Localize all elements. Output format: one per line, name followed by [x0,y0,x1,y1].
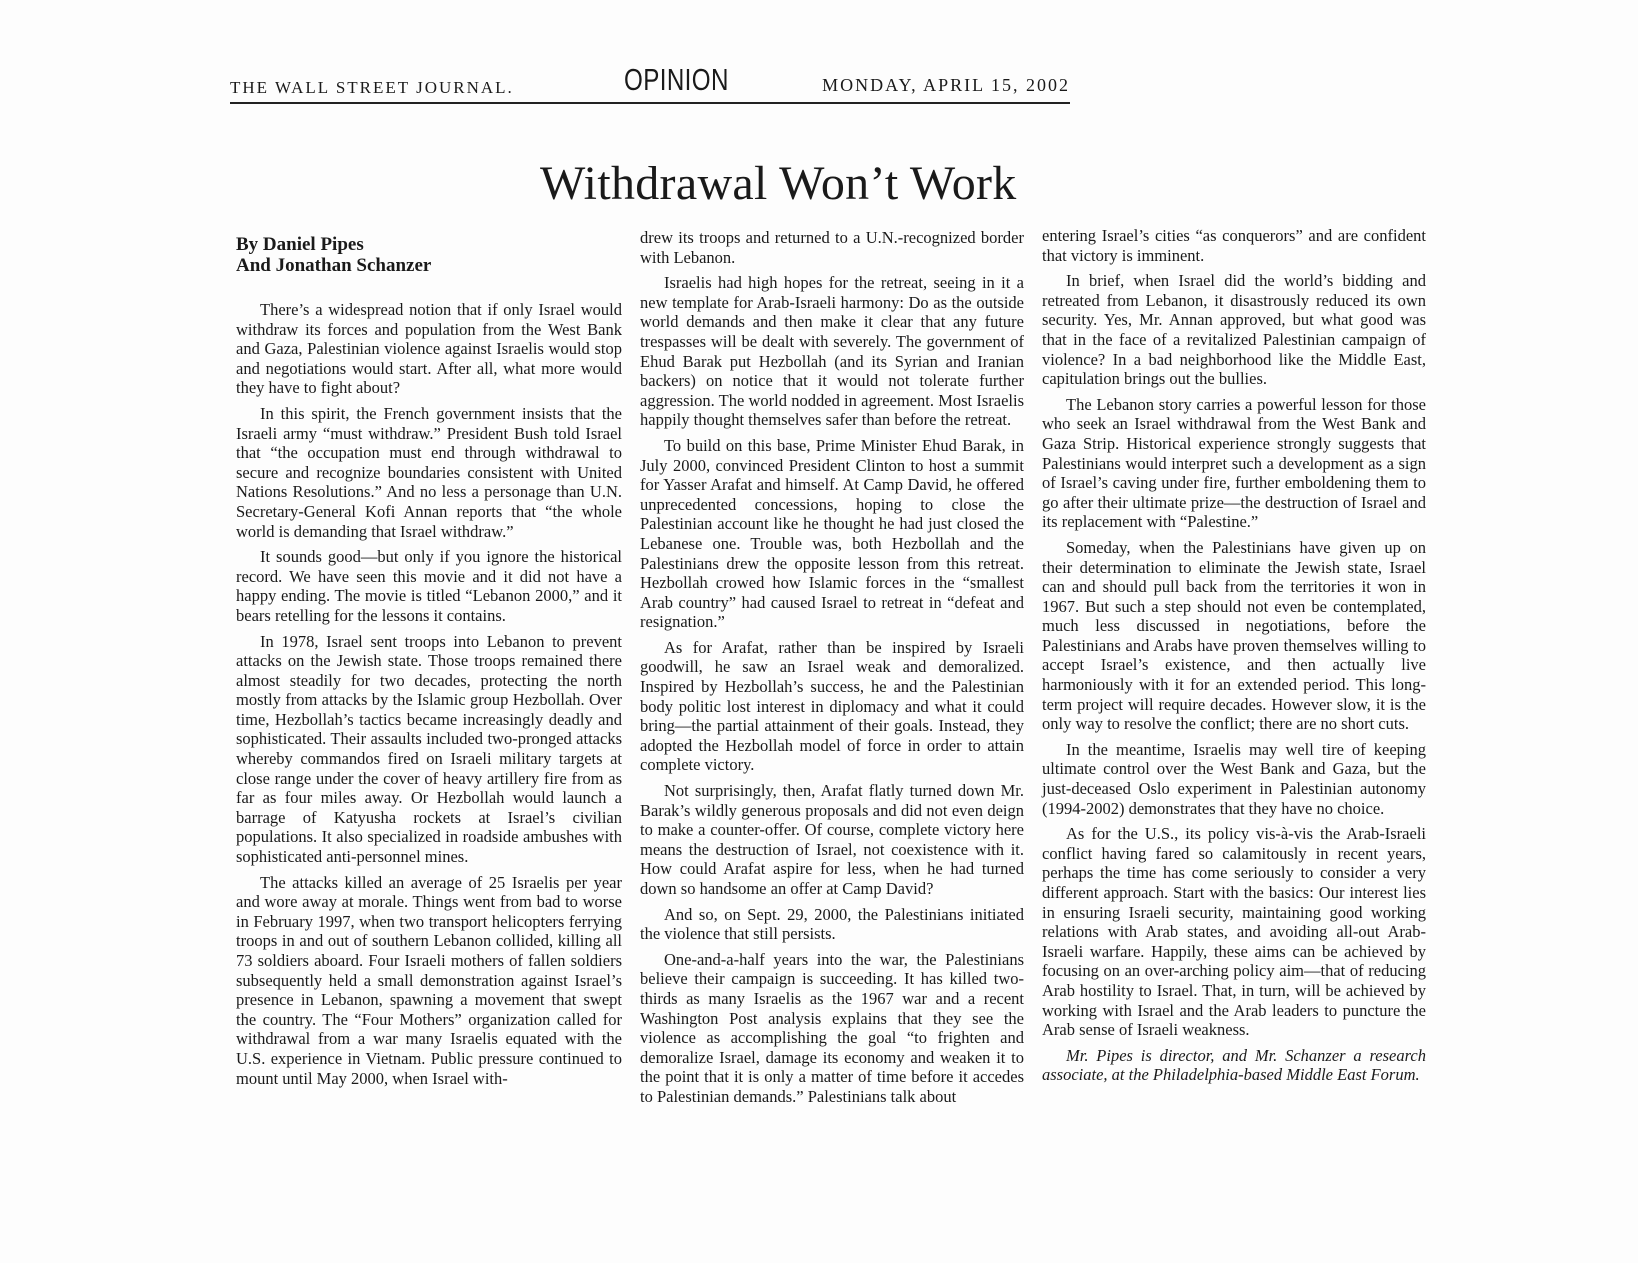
paragraph: As for Arafat, rather than be inspired by Israeli goodwill, he saw an Israel weak and demoralized. Inspired by Hezbollah’s success, he and the Palestinian body politic lost interest in diplomacy and what it could bring—the partial attainment of their goals. Instead, they adopted the Hezbollah model of force in order to attain complete victory. [640,637,1024,775]
paragraph: In 1978, Israel sent troops into Lebanon to prevent attacks on the Jewish state. Those troops remained there almost steadily for two decades, protecting the north mostly from attacks by the Islamic group Hezbollah. Over time, Hezbollah’s tactics became increasingly deadly and sophisticated. Their assaults included two-pronged attacks whereby commandos fired on Israeli military targets at close range under the cover of heavy artillery fire from as far as four miles away. Or Hezbollah would launch a barrage of Katyusha rockets at Israel’s civilian populations. It also specialized in roadside ambushes with sophisticated anti-personnel mines. [236,631,622,867]
byline-author-2: And Jonathan Schanzer [236,255,432,276]
paragraph: The Lebanon story carries a powerful lesson for those who seek an Israel withdrawal from the West Bank and Gaza Strip. Historical experience strongly suggests that Palestinians would interpret such a development as a sign of Israel’s caving under fire, further emboldening them to go after their ultimate prize—the destruction of Israel and its replacement with “Palestine.” [1042,394,1426,532]
paragraph: It sounds good—but only if you ignore the historical record. We have seen this movie and it did not have a happy ending. The movie is titled “Lebanon 2000,” and it bears retelling for the lessons it contains. [236,547,622,625]
byline-author-1: By Daniel Pipes [236,234,364,255]
issue-date: MONDAY, APRIL 15, 2002 [822,75,1070,95]
paragraph: And so, on Sept. 29, 2000, the Palestinians initiated the violence that still persists. [640,904,1024,944]
article-column-2 [640,228,1024,1113]
paragraph: In this spirit, the French government insists that the Israeli army “must withdraw.” President Bush told Israel that “the occupation must end through withdrawal to secure and recognize boundaries consistent with United Nations Resolutions.” And no less a personage than U.N. Secretary-General Kofi Annan reports that “the whole world is demanding that Israel withdraw.” [236,403,622,541]
paragraph: Israelis had high hopes for the retreat, seeing in it a new template for Arab-Israeli harmony: Do as the outside world demands and then make it clear that any future trespasses will be dealt with severely. The government of Ehud Barak put Hezbollah (and its Syrian and Iranian backers) on notice that it would not tolerate further aggression. The world nodded in agreement. Most Israelis happily thought themselves safer than before the retreat. [640,273,1024,430]
article-column-1 [236,300,622,1094]
section-name: OPINION [624,62,729,97]
headline: Withdrawal Won’t Work [540,157,1017,210]
author-credit: Mr. Pipes is director, and Mr. Schanzer a research associate, at the Philadelphia-based Middle East Forum. [1042,1045,1426,1085]
paragraph: In brief, when Israel did the world’s bidding and retreated from Lebanon, it disastrously reduced its own security. Yes, Mr. Annan approved, but what good was that in the face of a revitalized Palestinian campaign of violence? In a bad neighborhood like the Middle East, capitulation brings out the bullies. [1042,271,1426,389]
paragraph: Not surprisingly, then, Arafat flatly turned down Mr. Barak’s wildly generous proposals and did not even deign to make a counter-offer. Of course, complete victory here means the destruction of Israel, not coexistence with it. How could Arafat aspire for less, when he had turned down so handsome an offer at Camp David? [640,781,1024,898]
newspaper-name: THE WALL STREET JOURNAL. [230,78,514,97]
paragraph: To build on this base, Prime Minister Ehud Barak, in July 2000, convinced President Clinton to host a summit for Yasser Arafat and himself. At Camp David, he offered unprecedented concessions, hoping to close the Palestinian account like he thought he had just closed the Lebanese one. Trouble was, both Hezbollah and the Palestinians drew the opposite lesson from this retreat. Hezbollah crowed how Islamic forces in the “smallest Arab country” had caused Israel to retreat in “defeat and resignation.” [640,435,1024,632]
paragraph: Someday, when the Palestinians have given up on their determination to eliminate the Jewish state, Israel can and should pull back from the territories it won in 1967. But such a step should not even be contemplated, much less discussed in negotiations, before the Palestinians and Arabs have proven themselves willing to accept Israel’s existence, and then actually live harmoniously with it for an extended period. This long-term project will require decades. However slow, it is the only way to resolve the conflict; there are no short cuts. [1042,537,1426,734]
paragraph: One-and-a-half years into the war, the Palestinians believe their campaign is succeeding. It has killed two-thirds as many Israelis as the 1967 war and a recent Washington Post analysis explains that they see the violence as accomplishing the goal “to frighten and demoralize Israel, damage its economy and weaken it to the point that it is only a matter of time before it accedes to Palestinian demands.” Palestinians talk about [640,949,1024,1106]
paragraph-continued: entering Israel’s cities “as conquerors” and are confident that victory is imminent. [1042,226,1426,265]
article-column-3 [1042,226,1426,1091]
paragraph: In the meantime, Israelis may well tire of keeping ultimate control over the West Bank and Gaza, but the just-deceased Oslo experiment in Palestinian autonomy (1994-2002) demonstrates that they have no choice. [1042,739,1426,818]
paragraph: The attacks killed an average of 25 Israelis per year and wore away at morale. Things went from bad to worse in February 1997, when two transport helicopters ferrying troops in and out of southern Lebanon collided, killing all 73 soldiers aboard. Four Israeli mothers of fallen soldiers subsequently held a small demonstration against Israel’s presence in Lebanon, spawning a movement that swept the country. The “Four Mothers” organization called for withdrawal from a war many Israelis equated with the U.S. experience in Vietnam. Public pressure continued to mount until May 2000, when Israel with- [236,872,622,1088]
masthead [230,62,1070,104]
paragraph: There’s a widespread notion that if only Israel would withdraw its forces and population from the West Bank and Gaza, Palestinian violence against Israelis would stop and negotiations would start. After all, what more would they have to fight about? [236,300,622,398]
paragraph-continued: drew its troops and returned to a U.N.-recognized border with Lebanon. [640,228,1024,267]
byline [236,234,431,276]
paragraph: As for the U.S., its policy vis-à-vis the Arab-Israeli conflict having fared so calamitously in recent years, perhaps the time has come seriously to consider a very different approach. Start with the basics: Our interest lies in ensuring Israeli security, maintaining good working relations with Arab states, and avoiding all-out Arab-Israeli warfare. Happily, these aims can be achieved by focusing on an over-arching policy aim—that of reducing Arab hostility to Israel. That, in turn, will be achieved by working with Israel and the Arab leaders to puncture the Arab sense of Israeli weakness. [1042,824,1426,1040]
